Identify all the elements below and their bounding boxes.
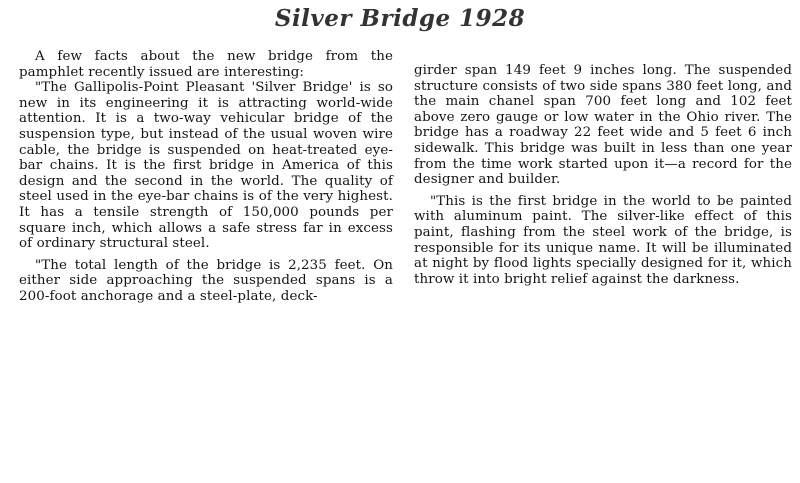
article-column-right bbox=[414, 63, 792, 287]
article-paragraph: "This is the first bridge in the world to be painted with aluminum paint. The silver-like effect of this paint, flashing from the steel work of the bridge, is responsible for its unique name. It will be illuminated at night by flood lights specially designed for it, which throw it into bright relief against the darkness. bbox=[414, 193, 792, 287]
article-paragraph: A few facts about the new bridge from the pamphlet recently issued are interesting: bbox=[19, 49, 393, 80]
article-column-left bbox=[19, 49, 393, 305]
article-paragraph: "The total length of the bridge is 2,235 feet. On either side approaching the suspended spans is a 200-foot anchorage and a steel-plate, deck- bbox=[19, 257, 393, 304]
article-paragraph: "The Gallipolis-Point Pleasant 'Silver Bridge' is so new in its engineering it is attracting world-wide attention. It is a two-way vehicular bridge of the suspension type, but instead of the usual woven wire cable, the bridge is suspended on heat-treated eye-bar chains. It is the first bridge in America of this design and the second in the world. The quality of steel used in the eye-bar chains is of the very highest. It has a tensile strength of 150,000 pounds per square inch, which allows a safe stress far in excess of ordinary structural steel. bbox=[19, 80, 393, 252]
page-title: Silver Bridge 1928 bbox=[274, 5, 526, 32]
article-paragraph: girder span 149 feet 9 inches long. The suspended structure consists of two side spans 380 feet long, and the main chanel span 700 feet long and 102 feet above zero gauge or low water in the Ohio river. The bridge has a roadway 22 feet wide and 5 feet 6 inch sidewalk. This bridge was built in less than one year from the time work started upon it—a record for the designer and builder. bbox=[414, 63, 792, 188]
